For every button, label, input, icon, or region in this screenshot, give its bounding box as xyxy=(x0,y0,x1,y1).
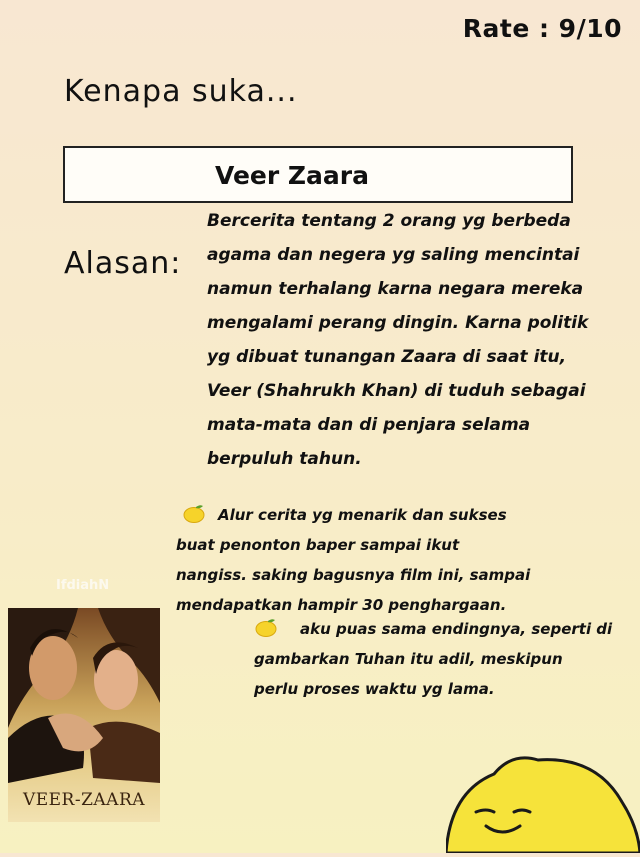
reason-line: yg dibuat tunangan Zaara di saat itu, xyxy=(207,347,567,367)
movie-poster xyxy=(8,608,160,822)
point-line: gambarkan Tuhan itu adil, meskipun xyxy=(254,650,563,668)
point-line: aku puas sama endingnya, seperti di xyxy=(300,620,613,638)
reason-line: berpuluh tahun. xyxy=(207,449,362,469)
reason-line: mengalami perang dingin. Karna politik xyxy=(207,313,589,333)
point-one xyxy=(176,500,576,620)
reason-line: namun terhalang karna negara mereka xyxy=(207,279,584,299)
movie-title-box xyxy=(63,146,573,203)
reason-text xyxy=(207,204,632,476)
reason-label: Alasan: xyxy=(64,246,182,281)
point-line: Alur cerita yg menarik dan sukses xyxy=(218,506,507,524)
point-line: perlu proses waktu yg lama. xyxy=(254,680,495,698)
heading: Kenapa suka... xyxy=(64,74,298,109)
reason-line: Veer (Shahrukh Khan) di tuduh sebagai xyxy=(207,381,586,401)
point-two xyxy=(254,614,640,704)
lemon-icon xyxy=(254,618,278,638)
poster-title: VEER-ZAARA xyxy=(22,790,146,810)
reason-line: Bercerita tentang 2 orang yg berbeda xyxy=(207,211,571,231)
point-one-first-line xyxy=(176,500,576,530)
point-line: mendapatkan hampir 30 penghargaan. xyxy=(176,596,507,614)
lemon-smiley-icon xyxy=(446,752,640,857)
reason-line: mata-mata dan di penjara selama xyxy=(207,415,531,435)
watermark: IfdiahN xyxy=(56,578,110,593)
movie-title: Veer Zaara xyxy=(215,161,369,190)
point-line: buat penonton baper sampai ikut xyxy=(176,536,460,554)
point-two-first-line xyxy=(254,614,640,644)
point-line: nangiss. saking bagusnya film ini, sampai xyxy=(176,566,531,584)
lemon-icon xyxy=(182,504,206,524)
reason-line: agama dan negera yg saling mencintai xyxy=(207,245,580,265)
rating-label: Rate : 9/10 xyxy=(462,14,622,43)
